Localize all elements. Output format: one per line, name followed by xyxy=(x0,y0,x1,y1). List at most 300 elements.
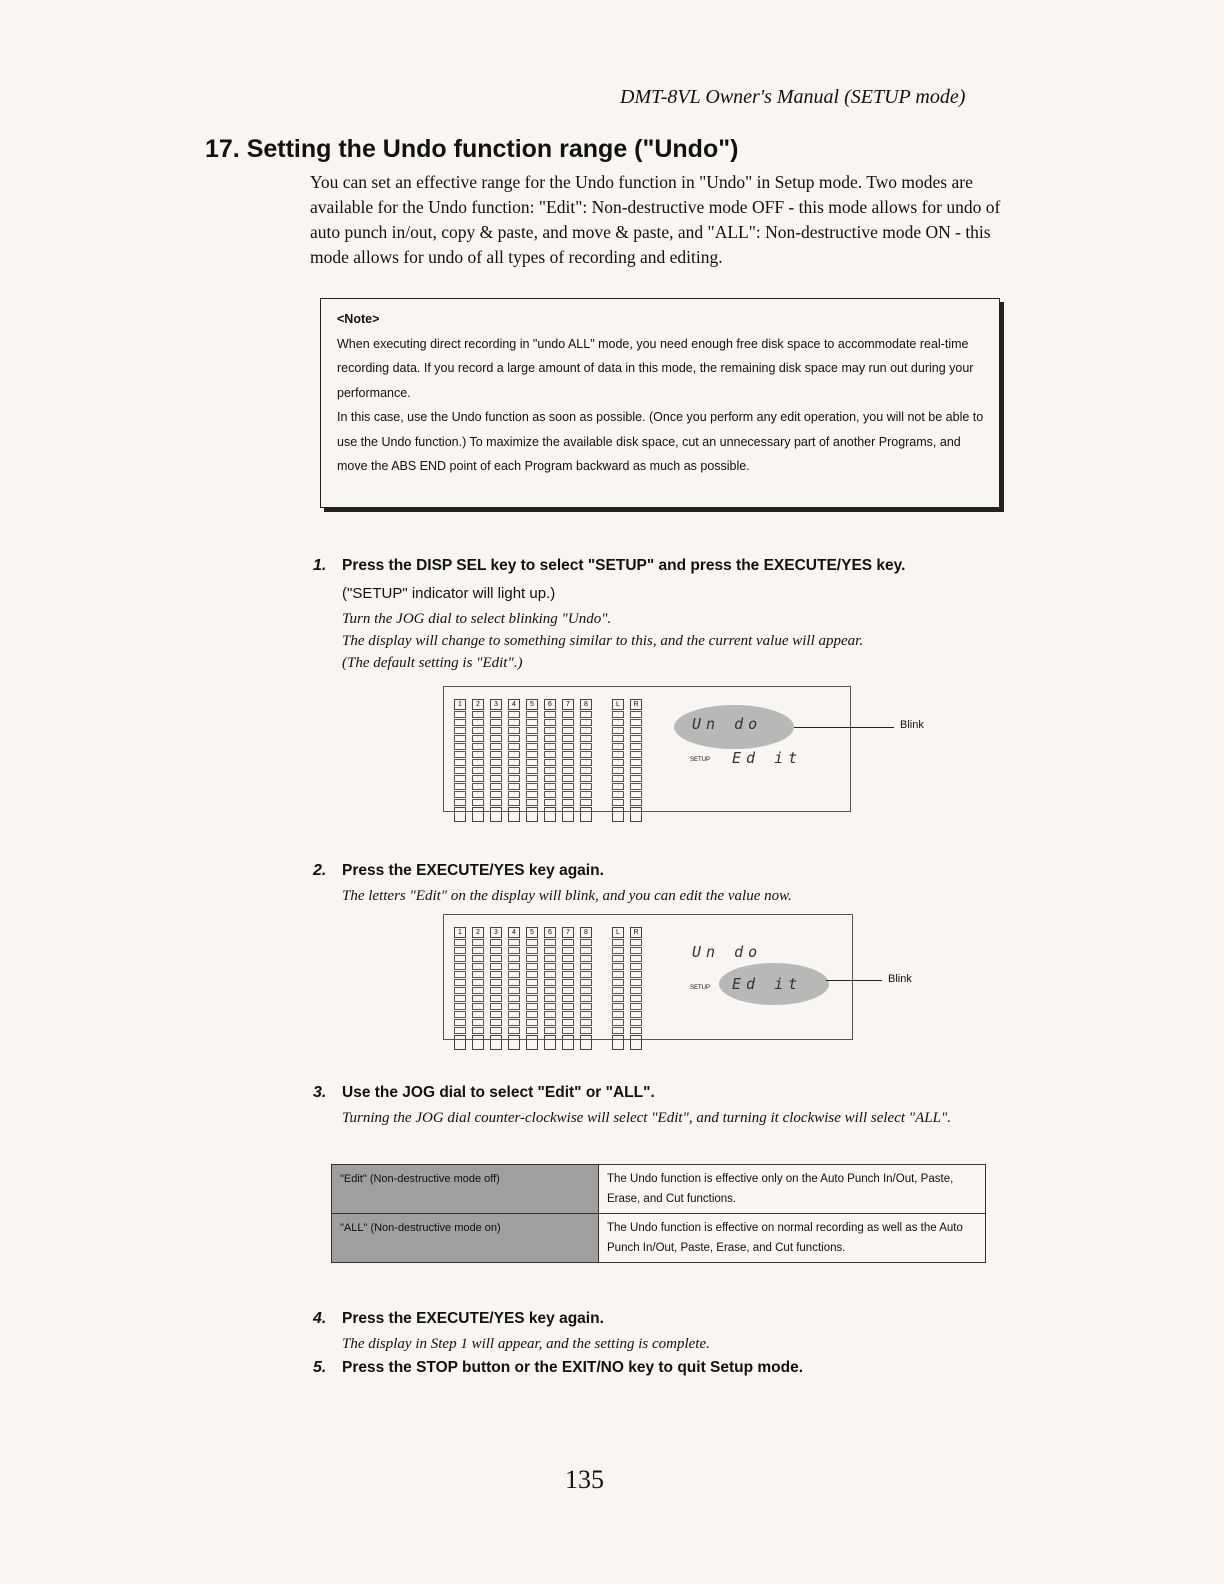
step-1-number: 1. xyxy=(313,557,327,574)
meter-segment xyxy=(508,947,520,954)
meter-segment xyxy=(490,979,502,986)
meter-segment xyxy=(612,987,624,994)
meter-segment xyxy=(544,735,556,742)
meter-segment xyxy=(454,971,466,978)
setup-indicator: SETUP xyxy=(690,985,711,991)
meter-segment xyxy=(472,955,484,962)
lcd-line-2: Ed it xyxy=(732,975,803,993)
meter-segment xyxy=(580,775,592,782)
meter-base xyxy=(490,1035,502,1050)
meter-segment xyxy=(630,947,642,954)
meter-segment xyxy=(562,711,574,718)
meter-segment xyxy=(580,939,592,946)
level-meters xyxy=(454,699,642,822)
meter-segment xyxy=(544,987,556,994)
meter-segment xyxy=(612,759,624,766)
meter-segment xyxy=(454,979,466,986)
channel-label: 1 xyxy=(454,699,466,710)
meter-segment xyxy=(454,783,466,790)
meter-segment xyxy=(580,791,592,798)
step-1-line: Turn the JOG dial to select blinking "Undo". xyxy=(342,611,612,627)
step-1-subtext: ("SETUP" indicator will light up.) xyxy=(342,585,556,602)
meter-segment xyxy=(508,711,520,718)
meter-segment xyxy=(562,1019,574,1026)
meter-segment xyxy=(508,751,520,758)
meter-segment xyxy=(612,1027,624,1034)
intro-paragraph: You can set an effective range for the Undo function in "Undo" in Setup mode. Two modes are available for the Undo function: "Edit": Non-destructive mode OFF - this mode allows for undo of auto punch in/out, copy & paste, and move & paste, and "ALL": Non-destructive mode ON - this mode allows for undo of all types of recording and editing. xyxy=(310,172,1001,267)
meter-segment xyxy=(580,767,592,774)
channel-meter xyxy=(526,927,538,1050)
meter-segment xyxy=(544,1027,556,1034)
channel-meter xyxy=(580,927,592,1050)
meter-segment xyxy=(508,995,520,1002)
meter-segment xyxy=(630,719,642,726)
meter-segment xyxy=(580,979,592,986)
meter-segment xyxy=(544,939,556,946)
meter-segment xyxy=(562,767,574,774)
meter-base xyxy=(630,1035,642,1050)
meter-segment xyxy=(454,995,466,1002)
meter-segment xyxy=(612,783,624,790)
channel-meter xyxy=(454,927,466,1050)
meter-segment xyxy=(580,987,592,994)
meter-segment xyxy=(526,947,538,954)
meter-segment xyxy=(508,1027,520,1034)
meter-segment xyxy=(630,799,642,806)
meter-segment xyxy=(490,1027,502,1034)
setup-indicator: SETUP xyxy=(690,757,711,763)
meter-segment xyxy=(544,767,556,774)
channel-meter xyxy=(580,699,592,822)
meter-segment xyxy=(612,743,624,750)
meter-segment xyxy=(612,719,624,726)
meter-segment xyxy=(612,955,624,962)
meter-segment xyxy=(630,1003,642,1010)
meter-segment xyxy=(508,759,520,766)
meter-segment xyxy=(562,971,574,978)
channel-meter xyxy=(544,699,556,822)
meter-segment xyxy=(580,735,592,742)
step-3-heading: Use the JOG dial to select "Edit" or "ALL". xyxy=(342,1084,655,1101)
meter-segment xyxy=(630,783,642,790)
meter-segment xyxy=(454,735,466,742)
lcd-line-1: Un do xyxy=(692,715,763,733)
meter-segment xyxy=(562,995,574,1002)
meter-segment xyxy=(454,1019,466,1026)
meter-segment xyxy=(580,751,592,758)
meter-segment xyxy=(472,735,484,742)
meter-segment xyxy=(544,955,556,962)
meter-segment xyxy=(472,987,484,994)
meter-segment xyxy=(544,727,556,734)
meter-segment xyxy=(562,783,574,790)
mode-label-cell: "ALL" (Non-destructive mode on) xyxy=(332,1214,599,1263)
mode-description-cell: The Undo function is effective on normal recording as well as the Auto Punch In/Out, Paste, Erase, and Cut functions. xyxy=(599,1214,986,1263)
meter-segment xyxy=(490,995,502,1002)
meter-segment xyxy=(472,1027,484,1034)
meter-segment xyxy=(562,1027,574,1034)
meter-segment xyxy=(562,759,574,766)
meter-segment xyxy=(580,971,592,978)
meter-segment xyxy=(562,743,574,750)
blink-callout: Blink xyxy=(900,719,924,731)
meter-segment xyxy=(526,995,538,1002)
meter-segment xyxy=(630,711,642,718)
meter-segment xyxy=(544,1019,556,1026)
meter-segment xyxy=(454,799,466,806)
step-5-heading: Press the STOP button or the EXIT/NO key to quit Setup mode. xyxy=(342,1359,804,1376)
meter-segment xyxy=(612,727,624,734)
meter-segment xyxy=(612,735,624,742)
meter-segment xyxy=(490,971,502,978)
meter-segment xyxy=(472,1019,484,1026)
meter-segment xyxy=(630,743,642,750)
meter-segment xyxy=(562,719,574,726)
meter-segment xyxy=(630,939,642,946)
lcd-display-edit-blink xyxy=(443,914,853,1040)
channel-label: R xyxy=(630,699,642,710)
step-2-heading: Press the EXECUTE/YES key again. xyxy=(342,862,604,879)
meter-base xyxy=(454,807,466,822)
step-3-notes xyxy=(342,1107,1002,1129)
mode-label-cell: "Edit" (Non-destructive mode off) xyxy=(332,1165,599,1214)
meter-segment xyxy=(612,791,624,798)
meter-segment xyxy=(562,1003,574,1010)
meter-segment xyxy=(472,791,484,798)
meter-segment xyxy=(454,1027,466,1034)
meter-segment xyxy=(630,727,642,734)
channel-meter xyxy=(454,699,466,822)
meter-segment xyxy=(562,791,574,798)
meter-base xyxy=(472,807,484,822)
meter-segment xyxy=(472,799,484,806)
meter-segment xyxy=(580,719,592,726)
channel-label: R xyxy=(630,927,642,938)
lcd-display-undo-blink xyxy=(443,686,851,812)
meter-segment xyxy=(454,767,466,774)
meter-segment xyxy=(526,743,538,750)
meter-segment xyxy=(580,947,592,954)
table-row xyxy=(332,1165,986,1214)
meter-segment xyxy=(454,955,466,962)
channel-label: 3 xyxy=(490,927,502,938)
meter-segment xyxy=(472,767,484,774)
meter-segment xyxy=(562,735,574,742)
meter-base xyxy=(630,807,642,822)
meter-segment xyxy=(630,735,642,742)
meter-segment xyxy=(526,939,538,946)
channel-label: 7 xyxy=(562,927,574,938)
step-3-number: 3. xyxy=(313,1084,327,1101)
meter-segment xyxy=(526,759,538,766)
meter-segment xyxy=(490,947,502,954)
meter-segment xyxy=(526,711,538,718)
meter-segment xyxy=(630,995,642,1002)
step-2-notes xyxy=(342,885,1002,907)
meter-segment xyxy=(630,759,642,766)
channel-meter xyxy=(490,927,502,1050)
meter-base xyxy=(526,1035,538,1050)
meter-segment xyxy=(526,1019,538,1026)
meter-segment xyxy=(580,799,592,806)
meter-segment xyxy=(490,955,502,962)
channel-label: 4 xyxy=(508,927,520,938)
meter-segment xyxy=(580,1019,592,1026)
meter-segment xyxy=(508,799,520,806)
meter-segment xyxy=(544,947,556,954)
meter-segment xyxy=(630,955,642,962)
callout-line xyxy=(794,727,894,728)
channel-label: 5 xyxy=(526,699,538,710)
meter-segment xyxy=(454,775,466,782)
meter-segment xyxy=(544,963,556,970)
meter-segment xyxy=(490,751,502,758)
channel-meter xyxy=(472,927,484,1050)
meter-segment xyxy=(580,1027,592,1034)
channel-label: 7 xyxy=(562,699,574,710)
meter-segment xyxy=(544,1003,556,1010)
meter-segment xyxy=(612,1003,624,1010)
meter-segment xyxy=(562,979,574,986)
channel-label: 1 xyxy=(454,927,466,938)
meter-segment xyxy=(526,791,538,798)
meter-segment xyxy=(612,963,624,970)
meter-segment xyxy=(472,939,484,946)
meter-segment xyxy=(580,963,592,970)
channel-label: L xyxy=(612,927,624,938)
meter-segment xyxy=(490,711,502,718)
meter-segment xyxy=(630,1011,642,1018)
meter-segment xyxy=(508,727,520,734)
callout-line xyxy=(826,980,882,981)
channel-meter xyxy=(562,927,574,1050)
meter-segment xyxy=(526,979,538,986)
note-box xyxy=(320,298,1000,508)
meter-segment xyxy=(580,955,592,962)
meter-segment xyxy=(544,979,556,986)
channel-meter xyxy=(630,699,642,822)
channel-label: 8 xyxy=(580,699,592,710)
mode-description-cell: The Undo function is effective only on the Auto Punch In/Out, Paste, Erase, and Cut functions. xyxy=(599,1165,986,1214)
meter-segment xyxy=(580,759,592,766)
meter-base xyxy=(562,807,574,822)
meter-segment xyxy=(562,799,574,806)
meter-segment xyxy=(526,971,538,978)
meter-segment xyxy=(562,947,574,954)
meter-segment xyxy=(562,939,574,946)
meter-segment xyxy=(490,727,502,734)
meter-segment xyxy=(472,947,484,954)
meter-segment xyxy=(544,711,556,718)
meter-segment xyxy=(472,711,484,718)
meter-segment xyxy=(526,775,538,782)
meter-segment xyxy=(472,971,484,978)
meter-segment xyxy=(490,963,502,970)
meter-segment xyxy=(612,939,624,946)
meter-segment xyxy=(508,963,520,970)
step-1-line: (The default setting is "Edit".) xyxy=(342,655,523,671)
channel-meter xyxy=(544,927,556,1050)
meter-segment xyxy=(490,767,502,774)
running-header: DMT-8VL Owner's Manual (SETUP mode) xyxy=(620,86,966,108)
step-1-heading: Press the DISP SEL key to select "SETUP" and press the EXECUTE/YES key. xyxy=(342,557,906,574)
meter-segment xyxy=(454,963,466,970)
meter-base xyxy=(472,1035,484,1050)
meter-segment xyxy=(490,1003,502,1010)
level-meters xyxy=(454,927,642,1050)
meter-segment xyxy=(630,979,642,986)
meter-segment xyxy=(508,783,520,790)
channel-label: 5 xyxy=(526,927,538,938)
meter-segment xyxy=(508,719,520,726)
meter-segment xyxy=(544,1011,556,1018)
meter-segment xyxy=(472,979,484,986)
channel-meter xyxy=(490,699,502,822)
meter-segment xyxy=(490,791,502,798)
meter-segment xyxy=(508,987,520,994)
meter-segment xyxy=(508,1019,520,1026)
step-4-notes xyxy=(342,1333,1002,1355)
meter-segment xyxy=(490,1019,502,1026)
channel-meter xyxy=(612,699,624,822)
channel-meter xyxy=(472,699,484,822)
meter-segment xyxy=(508,735,520,742)
meter-segment xyxy=(454,947,466,954)
meter-base xyxy=(612,1035,624,1050)
meter-segment xyxy=(472,727,484,734)
meter-segment xyxy=(544,791,556,798)
meter-segment xyxy=(612,767,624,774)
meter-segment xyxy=(630,751,642,758)
meter-segment xyxy=(472,751,484,758)
step-1-line: The display will change to something similar to this, and the current value will appear. xyxy=(342,633,864,649)
meter-segment xyxy=(630,1027,642,1034)
lcd-line-2: Ed it xyxy=(732,749,803,767)
meter-segment xyxy=(490,743,502,750)
meter-segment xyxy=(612,979,624,986)
meter-segment xyxy=(508,791,520,798)
meter-base xyxy=(580,807,592,822)
meter-segment xyxy=(544,719,556,726)
meter-segment xyxy=(612,799,624,806)
channel-label: 6 xyxy=(544,699,556,710)
meter-segment xyxy=(612,751,624,758)
meter-segment xyxy=(526,783,538,790)
meter-segment xyxy=(508,1011,520,1018)
meter-segment xyxy=(472,963,484,970)
meter-segment xyxy=(508,979,520,986)
note-title: <Note> xyxy=(337,312,380,326)
channel-meter xyxy=(612,927,624,1050)
meter-segment xyxy=(562,963,574,970)
meter-segment xyxy=(562,751,574,758)
channel-meter xyxy=(508,927,520,1050)
meter-segment xyxy=(630,971,642,978)
meter-segment xyxy=(630,987,642,994)
meter-segment xyxy=(580,711,592,718)
meter-segment xyxy=(612,1011,624,1018)
meter-segment xyxy=(454,1003,466,1010)
meter-segment xyxy=(508,775,520,782)
meter-segment xyxy=(612,711,624,718)
meter-segment xyxy=(490,719,502,726)
meter-segment xyxy=(544,775,556,782)
meter-segment xyxy=(472,743,484,750)
meter-segment xyxy=(472,1011,484,1018)
meter-segment xyxy=(472,1003,484,1010)
meter-segment xyxy=(490,735,502,742)
channel-meter xyxy=(526,699,538,822)
meter-segment xyxy=(544,783,556,790)
meter-segment xyxy=(580,727,592,734)
note-paragraph-1: When executing direct recording in "undo ALL" mode, you need enough free disk space to accommodate real-time recording data. If you record a large amount of data in this mode, the remaining disk space may run out during your performance. xyxy=(337,336,974,400)
undo-mode-table xyxy=(331,1164,986,1263)
meter-segment xyxy=(612,1019,624,1026)
channel-meter xyxy=(562,699,574,822)
meter-base xyxy=(508,1035,520,1050)
step-4-number: 4. xyxy=(313,1310,327,1327)
meter-segment xyxy=(454,719,466,726)
table-row xyxy=(332,1214,986,1263)
channel-label: 3 xyxy=(490,699,502,710)
meter-segment xyxy=(526,955,538,962)
meter-base xyxy=(562,1035,574,1050)
meter-segment xyxy=(508,767,520,774)
channel-label: L xyxy=(612,699,624,710)
meter-segment xyxy=(544,995,556,1002)
blink-callout: Blink xyxy=(888,973,912,985)
meter-segment xyxy=(472,719,484,726)
step-3-line: Turning the JOG dial counter-clockwise will select "Edit", and turning it clockwise will select "ALL". xyxy=(342,1110,951,1126)
meter-segment xyxy=(490,775,502,782)
meter-segment xyxy=(526,767,538,774)
meter-segment xyxy=(562,727,574,734)
step-5-number: 5. xyxy=(313,1359,327,1376)
channel-label: 2 xyxy=(472,699,484,710)
meter-segment xyxy=(472,759,484,766)
meter-segment xyxy=(580,743,592,750)
meter-segment xyxy=(508,955,520,962)
meter-segment xyxy=(472,783,484,790)
meter-segment xyxy=(454,939,466,946)
meter-base xyxy=(580,1035,592,1050)
meter-segment xyxy=(508,939,520,946)
meter-segment xyxy=(580,995,592,1002)
meter-segment xyxy=(562,1011,574,1018)
meter-segment xyxy=(612,775,624,782)
meter-segment xyxy=(526,735,538,742)
meter-segment xyxy=(544,799,556,806)
meter-segment xyxy=(580,1003,592,1010)
meter-segment xyxy=(562,987,574,994)
step-2-line: The letters "Edit" on the display will blink, and you can edit the value now. xyxy=(342,888,792,904)
meter-segment xyxy=(526,963,538,970)
meter-segment xyxy=(454,1011,466,1018)
meter-segment xyxy=(544,743,556,750)
meter-segment xyxy=(490,939,502,946)
meter-segment xyxy=(472,995,484,1002)
meter-segment xyxy=(612,971,624,978)
meter-segment xyxy=(580,783,592,790)
channel-meter xyxy=(508,699,520,822)
channel-label: 2 xyxy=(472,927,484,938)
note-paragraph-2: In this case, use the Undo function as soon as possible. (Once you perform any edit operation, you will not be able to use the Undo function.) To maximize the available disk space, cut an unnecessary part of another Programs, and move the ABS END point of each Program backward as much as possible. xyxy=(337,410,984,473)
channel-label: 6 xyxy=(544,927,556,938)
meter-segment xyxy=(454,751,466,758)
meter-segment xyxy=(526,1011,538,1018)
meter-segment xyxy=(630,767,642,774)
meter-base xyxy=(490,807,502,822)
